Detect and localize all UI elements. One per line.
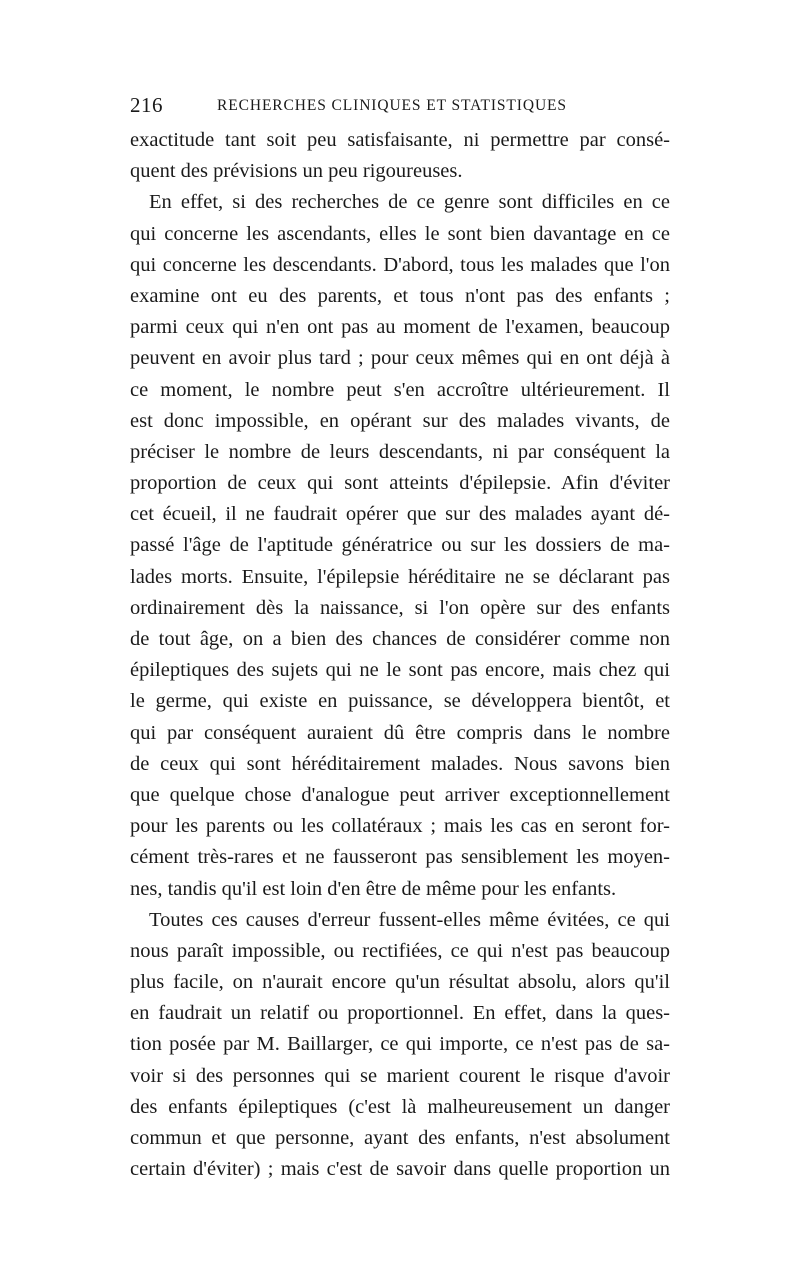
text-line: nous paraît impossible, ou rectifiées, ce qui n'est pas beaucoup: [130, 939, 670, 962]
paragraph: [130, 125, 670, 187]
text-line: des enfants épileptiques (c'est là malheureusement un danger: [130, 1095, 670, 1118]
text-line: voir si des personnes qui se marient courent le risque d'avoir: [130, 1064, 670, 1087]
text-line: certain d'éviter) ; mais c'est de savoir dans quelle proportion un: [130, 1158, 670, 1181]
text-line: tion posée par M. Baillarger, ce qui importe, ce n'est pas de sa-: [130, 1033, 670, 1056]
text-line: préciser le nombre de leurs descendants, ni par conséquent la: [130, 440, 670, 463]
running-head: [130, 90, 690, 120]
text-line: en faudrait un relatif ou proportionnel. En effet, dans la ques-: [130, 1002, 670, 1025]
text-line: exactitude tant soit peu satisfaisante, ni permettre par consé-: [130, 129, 670, 151]
text-line: cément très-rares et ne fausseront pas sensiblement les moyen-: [130, 846, 670, 869]
text-line: quent des prévisions un peu rigoureuses.: [130, 160, 463, 183]
text-line: de tout âge, on a bien des chances de considérer comme non: [130, 628, 670, 650]
text-line: ordinairement dès la naissance, si l'on opère sur des enfants: [130, 596, 670, 619]
text-line: pour les parents ou les collatéraux ; mais les cas en seront for-: [130, 815, 670, 838]
text-line: de ceux qui sont héréditairement malades. Nous savons bien: [130, 752, 670, 775]
text-line: cet écueil, il ne faudrait opérer que sur des malades ayant dé-: [130, 503, 670, 526]
text-line: parmi ceux qui n'en ont pas au moment de l'examen, beaucoup: [130, 316, 670, 339]
text-line: que quelque chose d'analogue peut arriver exceptionnellement: [130, 783, 670, 806]
text-line: qui concerne les descendants. D'abord, tous les malades que l'on: [130, 253, 670, 276]
text-line: épileptiques des sujets qui ne le sont pas encore, mais chez qui: [130, 659, 670, 682]
text-line: qui concerne les ascendants, elles le sont bien davantage en ce: [130, 222, 670, 245]
paragraph: [130, 187, 670, 904]
text-line: examine ont eu des parents, et tous n'ont pas des enfants ;: [130, 284, 670, 307]
page-number: 216: [130, 93, 163, 117]
text-line: proportion de ceux qui sont atteints d'épilepsie. Afin d'éviter: [130, 472, 670, 495]
text-line: En effet, si des recherches de ce genre sont difficiles en ce: [149, 191, 670, 214]
text-line: plus facile, on n'aurait encore qu'un résultat absolu, alors qu'il: [130, 971, 670, 994]
paragraph: [130, 905, 670, 1186]
text-line: lades morts. Ensuite, l'épilepsie héréditaire ne se déclarant pas: [130, 565, 670, 588]
text-line: commun et que personne, ayant des enfants, n'est absolument: [130, 1127, 670, 1149]
text-line: nes, tandis qu'il est loin d'en être de même pour les enfants.: [130, 877, 617, 900]
text-line: est donc impossible, en opérant sur des malades vivants, de: [130, 409, 670, 432]
running-title: RECHERCHES CLINIQUES ET STATISTIQUES: [217, 97, 567, 114]
text-line: passé l'âge de l'aptitude génératrice ou sur les dossiers de ma-: [130, 534, 670, 557]
text-line: peuvent en avoir plus tard ; pour ceux mêmes qui en ont déjà à: [130, 347, 670, 370]
text-line: qui par conséquent auraient dû être compris dans le nombre: [130, 721, 670, 744]
body-text: [130, 125, 670, 1185]
text-line: ce moment, le nombre peut s'en accroître ultérieurement. Il: [130, 378, 670, 401]
text-line: Toutes ces causes d'erreur fussent-elles même évitées, ce qui: [149, 908, 670, 931]
text-line: le germe, qui existe en puissance, se développera bientôt, et: [130, 690, 670, 713]
